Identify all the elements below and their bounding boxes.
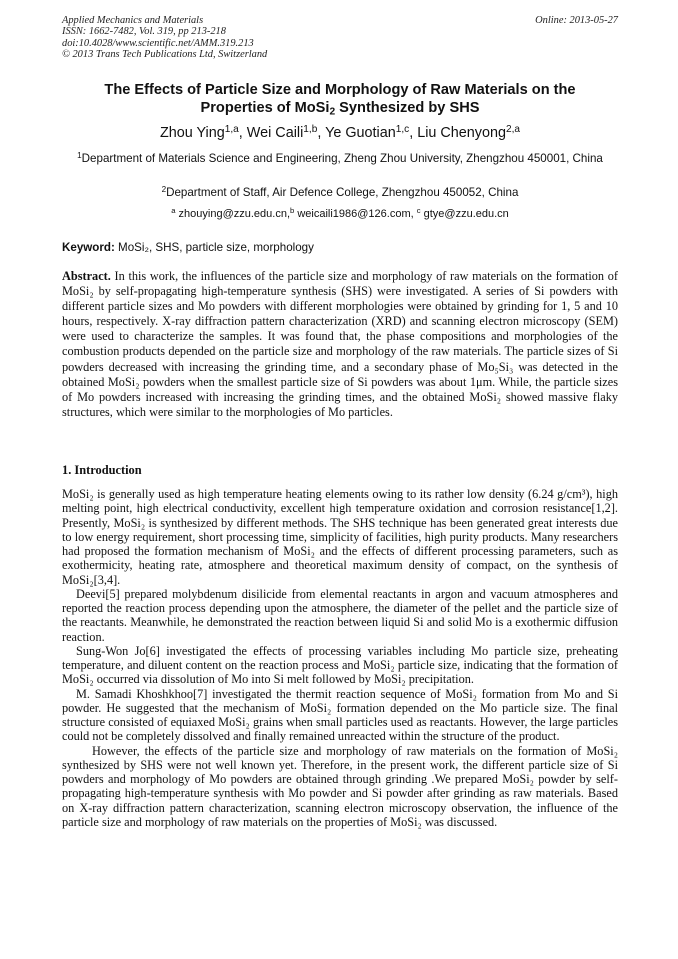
affiliation-number: 2 [161,184,167,194]
title-line-2-post: Synthesized by SHS [335,100,480,116]
abstract [62,269,618,420]
author-list [60,124,620,142]
journal-header [62,15,618,61]
author-affiliation-mark: 1,c [395,123,410,135]
author-separator: , [238,125,247,141]
affiliation-2 [60,185,620,200]
affiliation-text: Department of Staff, Air Defence College, Zhengzhou 450052, China [166,186,519,199]
abstract-text: In this work, the influences of the particle size and morphology of raw materials on the formation of MoSi₂ by self-propagating high-temperature synthesis (SHS) were investigated. A series of Si powders with different particle sizes and Mo powders with different morphologies were obtained by grinding for 1, 5 and 10 hours, respectively. X-ray diffraction pattern characterization (XRD) and scanning electron microscopy (SEM) were used to characterize the samples. It was found that, the phase compositions and morphologies of the combustion products depended on the particle size and morphology of the raw materials. The particle sizes of Si powders decreased with increasing the grinding time, and a secondary phase of Mo₅Si₃ was detected in the obtained MoSi₂ powders when the smallest particle size of Si powders was about 1μm. While, the particle sizes of Mo powders increased with increasing the grinding times, and the obtained MoSi₂ showed massive flaky structures, which were similar to the morphologies of Mo particles. [62,269,618,419]
keywords-label: Keyword: [62,241,115,254]
title-line-2 [60,99,620,117]
author-emails [60,207,620,222]
author-affiliation-mark: 1,b [303,123,318,135]
email-link[interactable]: weicaili1986@126.com, [294,208,417,220]
paragraph: Deevi[5] prepared molybdenum disilicide from elemental reactants in argon and vacuum atmospheres and reported the reaction process depending upon the atmosphere, the diameter of the pellet and the particle size of the reactants. Meanwhile, he demonstrated the reaction between liquid Si and solid Mo is a exothermic diffusion reaction. [62,586,618,644]
author [417,125,520,141]
paper-title [60,81,620,117]
email-mark: a [171,206,176,216]
title-line-2-pre: Properties of MoSi [200,100,330,116]
author-affiliation-mark: 1,a [224,123,239,135]
author-separator: , [409,125,418,141]
affiliation-text: Department of Materials Science and Engineering, Zheng Zhou University, Zhengzhou 450001, China [81,152,603,165]
section-heading: 1. Introduction [62,463,142,477]
keywords [62,240,618,255]
paragraph: However, the effects of the particle size and morphology of raw materials on the formation of MoSi₂ synthesized by SHS were not well known yet. Therefore, in the present work, the different particle size of Si powders and morphology of Mo powders are obtained through grinding .We prepared MoSi₂ powder by self-propagating high-temperature synthesis with Mo powder and Si powder after grinding as raw materials. Based on X-ray diffraction pattern characterization, scanning electron microscopy observation, the influence of the particle size and morphology of raw materials on the properties of MoSi₂ was discussed. [62,743,618,829]
author-name: Wei Caili [246,125,304,141]
author [325,125,417,141]
paragraph: MoSi₂ is generally used as high temperature heating elements owing to its rather low density (6.24 g/cm³), high melting point, high electrical conductivity, excellent high temperature oxidation and corrosion resistance[1,2]. Presently, MoSi₂ is synthesized by different methods. The SHS technique has been generated great interests due to low energy requirement, short processing time, simplicity of facilities, high purity products. Many researchers had proposed the formation mechanism of MoSi₂ and the effects of different processing parameters, such as exothermicity, heating rate, atmosphere and theoretical maximum density of compact, on the synthesis of MoSi₂[3,4]. [62,487,618,587]
author [160,125,247,141]
author-affiliation-mark: 2,a [506,123,521,135]
email-mark: b [290,206,295,216]
abstract-label: Abstract. [62,269,111,283]
title-line-1: The Effects of Particle Size and Morphology of Raw Materials on the [104,82,576,98]
author [247,125,325,141]
keywords-text: MoSi₂, SHS, particle size, morphology [114,241,314,254]
issn-line: ISSN: 1662-7482, Vol. 319, pp 213-218 [62,26,226,38]
journal-name: Applied Mechanics and Materials [62,15,204,26]
online-date: Online: 2013-05-27 [535,15,618,26]
author-name: Zhou Ying [159,125,225,141]
paragraph: M. Samadi Khoshkhoo[7] investigated the thermit reaction sequence of MoSi₂ formation from Mo and Si powder. He suggested that the mechanism of MoSi₂ formation depended on the Mo particle size. The final structure consisted of equiaxed MoSi₂ grains when small particles used as reactants. However, the large particles could not be completely dissolved and finally remained unreacted within the structure of the product. [62,686,618,744]
paragraph: Sung-Won Jo[6] investigated the effects of processing variables including Mo particle size, preheating temperature, and diluent content on the reaction process and MoSi₂ particle size, indicating that the formation of MoSi₂ occurred via dissolution of Mo into Si melt followed by MoSi₂ precipitation. [62,643,618,687]
email-link[interactable]: gtye@zzu.edu.cn [420,208,509,220]
copyright-line: © 2013 Trans Tech Publications Ltd, Switzerland [62,49,268,61]
affiliation-1 [60,151,620,166]
author-name: Liu Chenyong [417,125,507,141]
introduction-body [62,487,618,829]
doi-line: doi:10.4028/www.scientific.net/AMM.319.213 [62,37,254,49]
email-mark: c [416,206,421,216]
title-subscript: 2 [329,106,336,118]
email-link[interactable]: zhouying@zzu.edu.cn, [175,208,290,220]
author-separator: , [317,125,326,141]
affiliation-number: 1 [77,150,82,160]
author-name: Ye Guotian [325,125,396,141]
